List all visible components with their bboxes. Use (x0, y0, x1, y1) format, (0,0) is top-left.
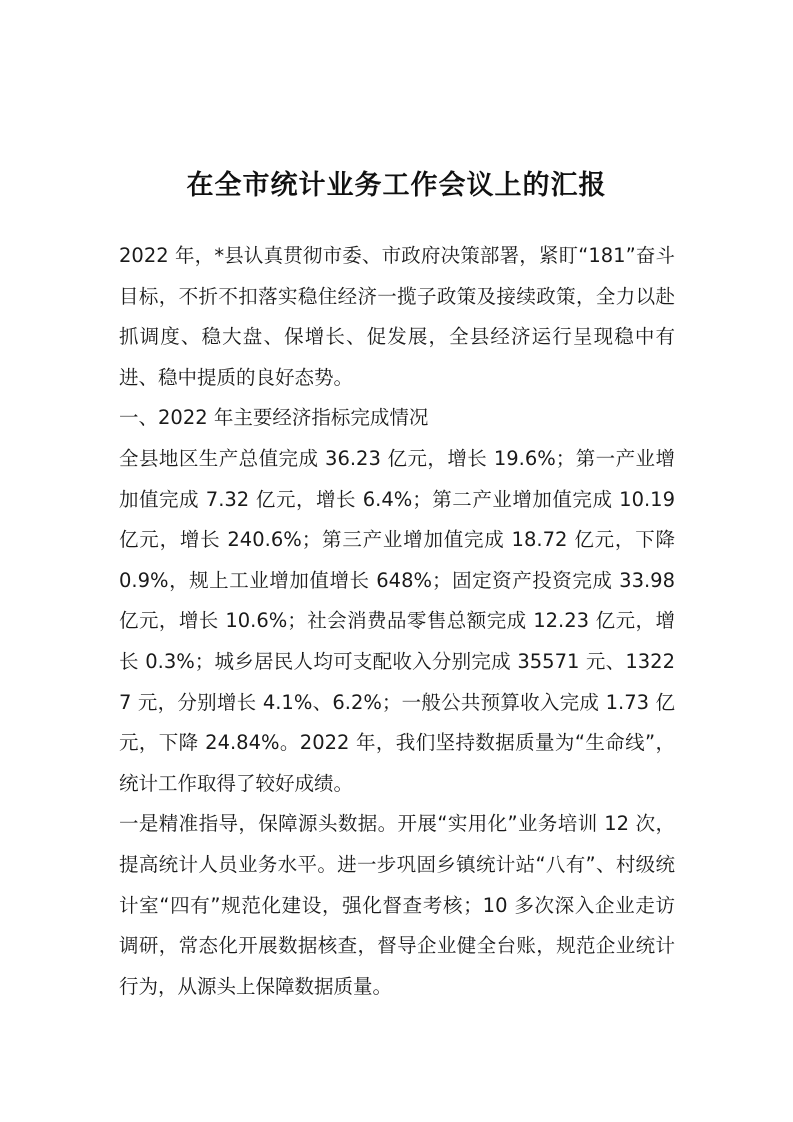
document-title: 在全市统计业务工作会议上的汇报 (186, 170, 607, 201)
document-body (119, 236, 675, 1007)
section-heading: 一、2022 年主要经济指标完成情况 (119, 406, 429, 430)
guidance-paragraph: 一是精准指导，保障源头数据。开展“实用化”业务培训 12 次，提高统计人员业务水平。进一步巩固乡镇统计站“八有”、村级统计室“四有”规范化建设，强化督查考核；10 多次深入企业走访调研，常态化开展数据核查，督导企业健全台账，规范企业统计行为，从源头上保障数据质量。 (119, 812, 675, 998)
indicators-paragraph: 全县地区生产总值完成 36.23 亿元，增长 19.6%；第一产业增加值完成 7.32 亿元，增长 6.4%；第二产业增加值完成 10.19 亿元，增长 240.6%；第三产业增加值完成 18.72 亿元，下降 0.9%，规上工业增加值增长 648%；固定资产投资完成 33.98 亿元，增长 10.6%；社会消费品零售总额完成 12.23 亿元，增长 0.3%；城乡居民人均可支配收入分别完成 35571 元、13227 元，分别增长 4.1%、6.2%；一般公共预算收入完成 1.73 亿元，下降 24.84%。2022 年，我们坚持数据质量为“生命线”，统计工作取得了较好成绩。 (119, 446, 675, 795)
intro-paragraph: 2022 年，*县认真贯彻市委、市政府决策部署，紧盯“181”奋斗目标，不折不扣落实稳住经济一揽子政策及接续政策，全力以赴抓调度、稳大盘、保增长、促发展，全县经济运行呈现稳中有进、稳中提质的良好态势。 (119, 244, 675, 389)
